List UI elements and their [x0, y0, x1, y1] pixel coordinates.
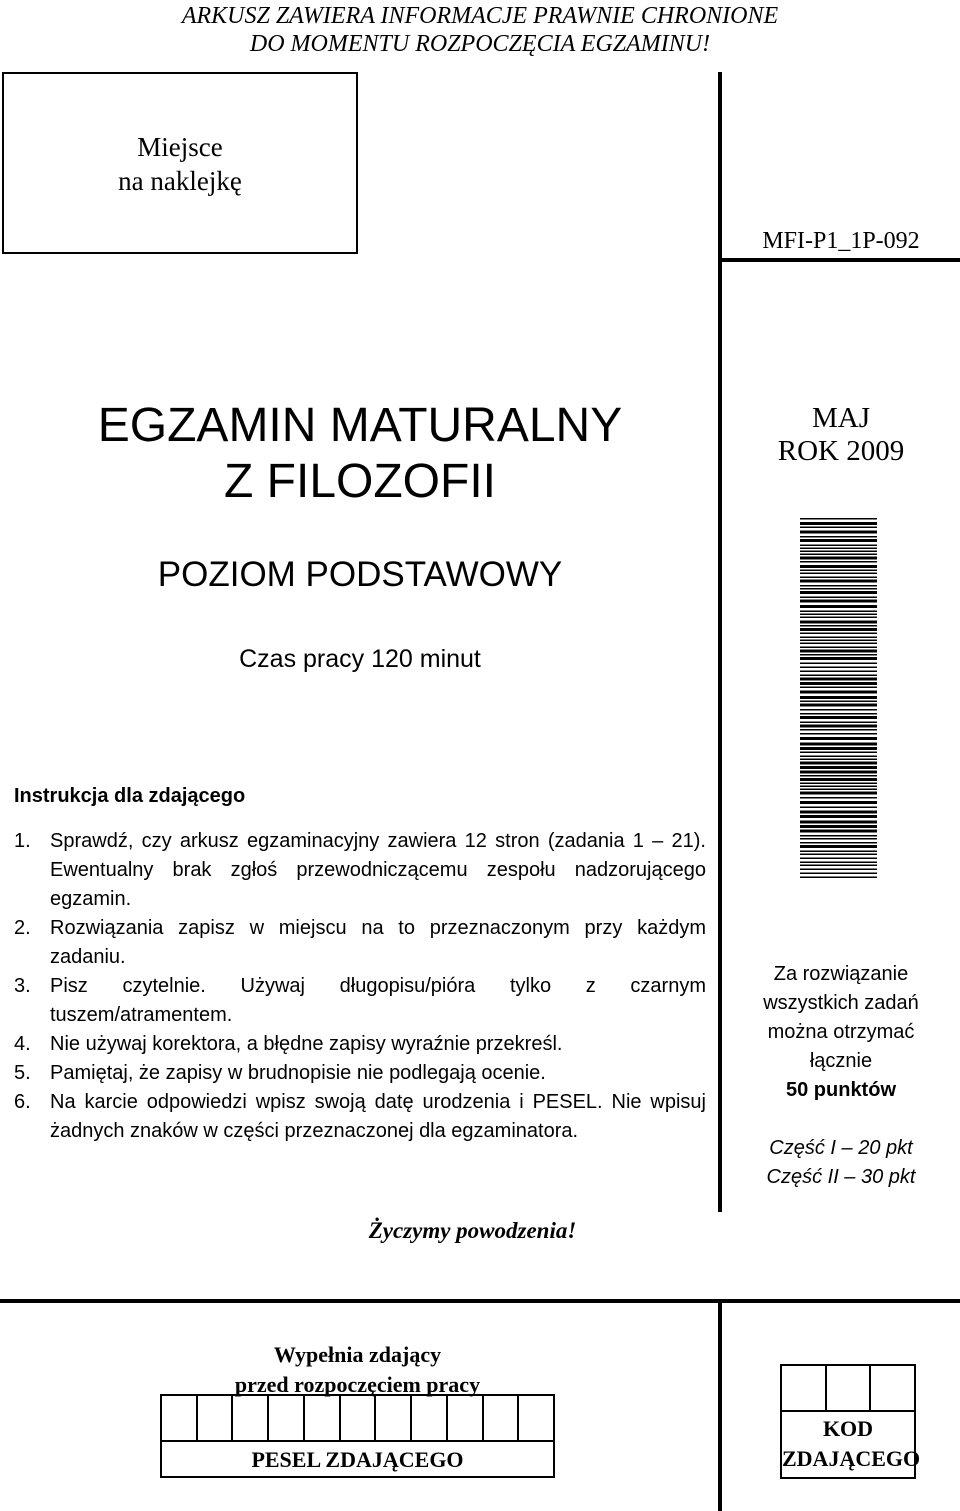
barcode — [800, 518, 877, 880]
barcode-bar — [800, 786, 877, 788]
barcode-bar — [800, 647, 877, 649]
instruction-text: Sprawdź, czy arkusz egzaminacyjny zawiera 12 stron (zadania 1 – 21). Ewentualny brak zgłoś przewodniczącemu zespołu nadzorującego egzamin. — [50, 830, 706, 910]
pesel-digit-cell[interactable] — [412, 1396, 448, 1442]
barcode-bar — [800, 522, 877, 525]
barcode-bar — [800, 545, 877, 547]
instruction-text: Pisz czytelnie. Używaj długopisu/pióra tylko z czarnym tuszem/atramentem. — [50, 975, 706, 1026]
barcode-bar — [800, 650, 877, 653]
barcode-bar — [800, 591, 877, 594]
barcode-bar — [800, 551, 877, 553]
instruction-item — [14, 1059, 706, 1088]
exam-duration: Czas pracy 120 minut — [239, 645, 481, 673]
barcode-bar — [800, 671, 877, 673]
barcode-bar — [800, 747, 877, 750]
barcode-bar — [800, 640, 877, 642]
instruction-item — [14, 1088, 706, 1146]
session-month: MAJ — [811, 402, 870, 434]
pesel-digit-cell[interactable] — [305, 1396, 341, 1442]
section-divider-line — [0, 1299, 960, 1303]
pesel-digit-cell[interactable] — [448, 1396, 484, 1442]
points-part-2: Część II – 30 pkt — [766, 1166, 916, 1188]
barcode-bar — [800, 869, 877, 871]
barcode-bar — [800, 858, 877, 860]
barcode-bar — [800, 797, 877, 799]
barcode-bar — [800, 675, 877, 677]
pesel-digit-cell[interactable] — [341, 1396, 377, 1442]
instruction-number: 4. — [14, 1033, 31, 1055]
instruction-number: 5. — [14, 1062, 31, 1084]
barcode-bar — [800, 637, 877, 639]
barcode-bar — [800, 561, 877, 563]
bottom-vertical-divider — [718, 1303, 722, 1511]
barcode-bar — [800, 752, 877, 754]
barcode-bar — [800, 743, 877, 746]
barcode-bar — [800, 625, 877, 627]
instructions-heading: Instrukcja dla zdającego — [14, 785, 246, 807]
sticker-line-1: Miejsce — [137, 132, 223, 162]
barcode-bar — [800, 577, 877, 579]
instruction-number: 3. — [14, 975, 31, 997]
barcode-bar — [800, 733, 877, 735]
points-spacer — [722, 1105, 960, 1134]
barcode-bar — [800, 527, 877, 529]
barcode-bar — [800, 737, 877, 740]
barcode-bar — [800, 701, 877, 703]
barcode-bar — [800, 811, 877, 814]
instruction-item — [14, 827, 706, 914]
pesel-digit-cells — [162, 1396, 553, 1442]
barcode-bar — [800, 801, 877, 804]
barcode-bar — [800, 663, 877, 665]
code-divider-line — [722, 258, 960, 262]
instruction-item — [14, 972, 706, 1030]
candidate-code-field — [780, 1364, 921, 1479]
barcode-bar — [800, 682, 877, 685]
points-info — [722, 960, 960, 1192]
exam-level: POZIOM PODSTAWOWY — [157, 555, 563, 594]
exam-session — [722, 402, 960, 468]
barcode-bar — [800, 716, 877, 719]
instruction-text: Pamiętaj, że zapisy w brudnopisie nie podlegają ocenie. — [50, 1062, 546, 1084]
barcode-bar — [800, 585, 877, 587]
fill-in-instruction — [160, 1340, 555, 1400]
instruction-item — [14, 1030, 706, 1059]
pesel-digit-cell[interactable] — [233, 1396, 269, 1442]
session-year: ROK 2009 — [777, 435, 905, 467]
barcode-bar — [800, 657, 877, 660]
barcode-bar — [800, 775, 877, 777]
barcode-bar — [800, 600, 877, 603]
pesel-digit-cell[interactable] — [376, 1396, 412, 1442]
fill-line-2: przed rozpoczęciem pracy — [234, 1372, 481, 1397]
barcode-bar — [800, 605, 877, 608]
points-line-1: Za rozwiązanie — [773, 963, 909, 985]
barcode-bar — [800, 815, 877, 818]
barcode-bar — [800, 570, 877, 572]
instructions-section — [14, 783, 706, 1146]
barcode-bar — [800, 633, 877, 635]
points-total: 50 punktów — [785, 1079, 896, 1101]
barcode-bar — [800, 877, 877, 879]
points-line-4: łącznie — [809, 1050, 873, 1072]
kod-line-1: KOD — [822, 1416, 874, 1441]
pesel-digit-cell[interactable] — [519, 1396, 553, 1442]
barcode-bar — [800, 792, 877, 795]
pesel-digit-cell[interactable] — [269, 1396, 305, 1442]
barcode-bar — [800, 643, 877, 645]
barcode-bar — [800, 628, 877, 631]
barcode-bar — [800, 678, 877, 681]
points-part-1: Część I – 20 pkt — [769, 1137, 913, 1159]
barcode-bar — [800, 611, 877, 613]
barcode-bar — [800, 756, 877, 758]
barcode-bar — [800, 825, 877, 828]
pesel-digit-cell[interactable] — [162, 1396, 198, 1442]
barcode-bar — [800, 851, 877, 853]
fill-line-1: Wypełnia zdający — [273, 1342, 442, 1367]
sticker-placeholder-box — [2, 72, 358, 254]
barcode-bar — [800, 687, 877, 689]
barcode-bar — [800, 621, 877, 624]
barcode-bar — [800, 588, 877, 590]
barcode-bar — [800, 759, 877, 761]
barcode-bar — [800, 845, 877, 848]
points-line-3: można otrzymać — [767, 1021, 915, 1043]
barcode-bar — [800, 783, 877, 785]
barcode-bar — [800, 830, 877, 833]
sticker-line-2: na naklejkę — [118, 166, 242, 196]
barcode-bar — [800, 873, 877, 875]
barcode-bar — [800, 835, 877, 837]
code-digit-cell[interactable] — [827, 1366, 872, 1412]
barcode-bar — [800, 854, 877, 856]
warning-line-1: ARKUSZ ZAWIERA INFORMACJE PRAWNIE CHRONIONE — [181, 3, 779, 29]
code-digit-cell[interactable] — [782, 1366, 827, 1412]
barcode-bar — [800, 691, 877, 694]
barcode-bar — [800, 789, 877, 791]
barcode-bar — [800, 778, 877, 781]
barcode-bar — [800, 654, 877, 656]
barcode-bar — [800, 807, 877, 809]
barcode-bar — [800, 722, 877, 724]
confidential-warning — [0, 2, 960, 58]
exam-title — [0, 398, 720, 510]
instruction-number: 6. — [14, 1091, 31, 1113]
barcode-bar — [800, 614, 877, 616]
instruction-text: Na karcie odpowiedzi wpisz swoją datę urodzenia i PESEL. Nie wpisuj żadnych znaków w części przeznaczonej dla egzaminatora. — [50, 1091, 706, 1142]
good-luck-message: Życzymy powodzenia! — [368, 1218, 577, 1243]
candidate-code-label — [782, 1414, 921, 1474]
pesel-field — [160, 1394, 555, 1478]
barcode-bar — [800, 617, 877, 619]
barcode-bar — [800, 771, 877, 774]
barcode-bar — [800, 729, 877, 731]
barcode-bar — [800, 838, 877, 840]
barcode-bar — [800, 766, 877, 769]
title-line-2: Z FILOZOFII — [224, 455, 496, 508]
barcode-bar — [800, 548, 877, 550]
barcode-bar — [800, 667, 877, 669]
pesel-digit-cell[interactable] — [484, 1396, 520, 1442]
barcode-bar — [800, 597, 877, 599]
barcode-bar — [800, 865, 877, 867]
barcode-bar — [800, 709, 877, 711]
instruction-text: Rozwiązania zapisz w miejscu na to przeznaczonym przy każdym zadaniu. — [50, 917, 706, 968]
exam-code: MFI-P1_1P-092 — [762, 228, 920, 254]
barcode-bar — [800, 713, 877, 715]
instruction-text: Nie używaj korektora, a błędne zapisy wyraźnie przekreśl. — [50, 1033, 563, 1055]
barcode-bar — [800, 762, 877, 765]
instruction-number: 2. — [14, 917, 31, 939]
barcode-bar — [800, 696, 877, 699]
barcode-bar — [800, 842, 877, 844]
barcode-bar — [800, 536, 877, 538]
pesel-label: PESEL ZDAJĄCEGO — [251, 1447, 464, 1472]
barcode-bar — [800, 725, 877, 728]
pesel-digit-cell[interactable] — [198, 1396, 234, 1442]
warning-line-2: DO MOMENTU ROZPOCZĘCIA EGZAMINU! — [249, 31, 711, 57]
barcode-bar — [800, 557, 877, 560]
barcode-bar — [800, 821, 877, 824]
barcode-bar — [800, 565, 877, 568]
barcode-bar — [800, 862, 877, 864]
barcode-bar — [800, 580, 877, 583]
barcode-bar — [800, 704, 877, 707]
barcode-bar — [800, 573, 877, 575]
instruction-item — [14, 914, 706, 972]
barcode-bar — [800, 539, 877, 542]
title-line-1: EGZAMIN MATURALNY — [97, 399, 623, 452]
barcode-bar — [800, 518, 877, 520]
code-digit-cells — [782, 1366, 914, 1412]
barcode-bar — [800, 554, 877, 556]
points-line-2: wszystkich zadań — [763, 992, 919, 1014]
instruction-number: 1. — [14, 830, 31, 852]
barcode-bar — [800, 531, 877, 534]
kod-line-2: ZDAJĄCEGO — [782, 1446, 921, 1471]
code-digit-cell[interactable] — [871, 1366, 914, 1412]
